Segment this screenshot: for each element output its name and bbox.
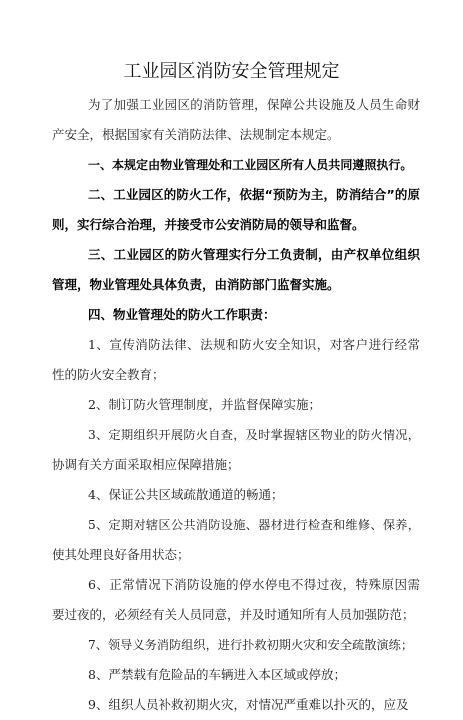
paragraph-line: 4、保证公共区域疏散通道的畅通； bbox=[88, 487, 284, 502]
paragraph-line: 为了加强工业园区的消防管理，保障公共设施及人员生命财 bbox=[88, 97, 420, 112]
paragraph-line: 四、物业管理处的防火工作职责： bbox=[88, 307, 276, 322]
paragraph-line: 协调有关方面采取相应保障措施； bbox=[52, 457, 240, 472]
paragraph-line: 二、工业园区的防火工作，依据“预防为主，防消结合”的原 bbox=[88, 187, 420, 202]
paragraph-line: 9、组织人员补救初期火灾，对情况严重难以扑灭的，应及 bbox=[88, 697, 409, 712]
paragraph-line: 产安全，根据国家有关消防法律、法规制定本规定。 bbox=[52, 127, 340, 142]
paragraph-line: 性的防火安全教育； bbox=[52, 367, 165, 382]
paragraph-line: 管理，物业管理处具体负责，由消防部门监督实施。 bbox=[52, 277, 340, 292]
paragraph bbox=[52, 630, 420, 660]
paragraph bbox=[52, 660, 420, 690]
paragraph bbox=[52, 480, 420, 510]
paragraph bbox=[52, 420, 420, 480]
paragraph-line: 3、定期组织开展防火自查，及时掌握辖区物业的防火情况， bbox=[88, 428, 420, 442]
paragraph bbox=[52, 300, 420, 330]
paragraph-line: 三、工业园区的防火管理实行分工负责制，由产权单位组织 bbox=[88, 247, 420, 262]
paragraph bbox=[52, 150, 420, 180]
paragraph bbox=[52, 690, 420, 720]
paragraph-line: 一、本规定由物业管理处和工业园区所有人员共同遵照执行。 bbox=[88, 158, 413, 172]
paragraph-line: 2、制订防火管理制度，并监督保障实施； bbox=[88, 397, 321, 412]
paragraph-line: 5、定期对辖区公共消防设施、器材进行检查和维修、保养， bbox=[88, 518, 420, 532]
document-title: 工业园区消防安全管理规定 bbox=[123, 61, 340, 82]
paragraph bbox=[52, 390, 420, 420]
paragraph bbox=[52, 240, 420, 300]
paragraph bbox=[52, 90, 420, 150]
paragraph bbox=[52, 330, 420, 390]
paragraph-line: 6、正常情况下消防设施的停水停电不得过夜，特殊原因需 bbox=[88, 577, 420, 592]
paragraph-line: 1、宣传消防法律、法规和防火安全知识，对客户进行经常 bbox=[88, 337, 420, 352]
paragraph bbox=[52, 180, 420, 240]
paragraph-line: 7、领导义务消防组织，进行扑救初期火灾和安全疏散演练； bbox=[88, 638, 414, 652]
paragraph-line: 要过夜的，必须经有关人员同意，并及时通知所有人员加强防范； bbox=[52, 607, 415, 622]
paragraph bbox=[52, 510, 420, 570]
paragraph-line: 则，实行综合治理，并接受市公安消防局的领导和监督。 bbox=[52, 217, 365, 232]
paragraph-line: 使其处理良好备用状态； bbox=[52, 547, 190, 562]
paragraph bbox=[52, 570, 420, 630]
paragraph-line: 8、严禁载有危险品的车辆进入本区域或停放； bbox=[88, 667, 346, 682]
